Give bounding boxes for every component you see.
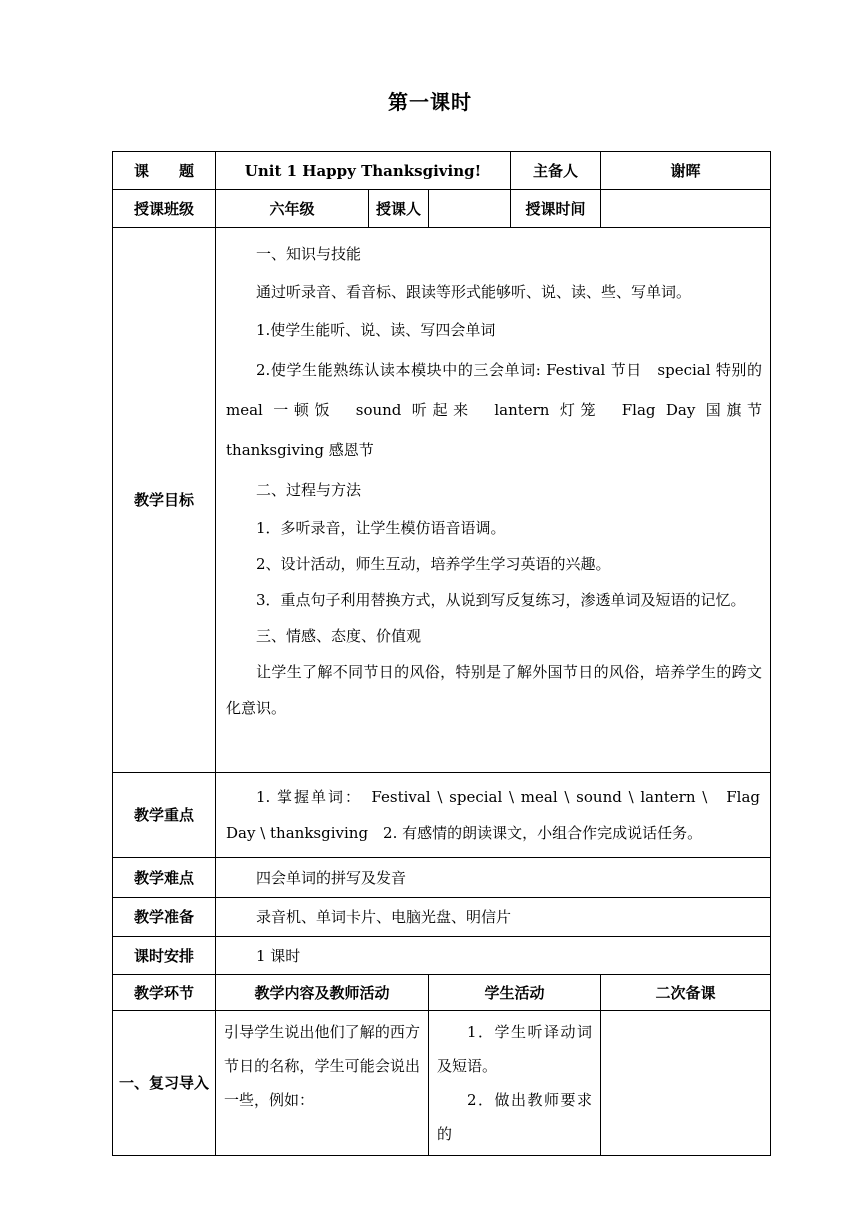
objective-line: 1．多听录音，让学生模仿语音语调。 xyxy=(256,519,506,537)
process-student-text: 2．做出教师要求的 xyxy=(437,1091,593,1143)
process-second-cell xyxy=(601,1011,771,1156)
process-header-second: 二次备课 xyxy=(601,975,771,1011)
objective-line: 2、设计活动，师生互动，培养学生学习英语的兴趣。 xyxy=(256,555,611,573)
difficulties-text: 四会单词的拼写及发音 xyxy=(256,868,407,887)
preparer-label: 主备人 xyxy=(511,152,601,190)
key-points-text: 1. 掌握单词： Festival \ special \ meal \ sound \ lantern \ Flag Day \ thanksgiving 2. 有感情的朗读课文，小组合作完成说话任务。 xyxy=(226,788,776,842)
key-points-label: 教学重点 xyxy=(113,773,216,858)
preparation-content xyxy=(216,898,771,937)
schedule-row xyxy=(113,937,771,975)
topic-row xyxy=(113,152,771,190)
schedule-content xyxy=(216,937,771,975)
objective-line: 让学生了解不同节日的风俗，特别是了解外国节日的风俗，培养学生的跨文化意识。 xyxy=(226,663,763,717)
page-title: 第一课时 xyxy=(388,90,472,114)
topic-label: 课 题 xyxy=(113,152,216,190)
preparation-label: 教学准备 xyxy=(113,898,216,937)
preparation-row xyxy=(113,898,771,937)
difficulties-row xyxy=(113,858,771,898)
class-row xyxy=(113,190,771,228)
time-label: 授课时间 xyxy=(511,190,601,228)
teacher-label: 授课人 xyxy=(369,190,429,228)
process-student-text: 1．学生听译动词及短语。 xyxy=(437,1023,593,1075)
time-value xyxy=(601,190,771,228)
class-label: 授课班级 xyxy=(113,190,216,228)
objective-line: 一、知识与技能 xyxy=(256,245,362,263)
process-row xyxy=(113,1011,771,1156)
objectives-content xyxy=(216,228,778,773)
class-value: 六年级 xyxy=(216,190,369,228)
schedule-text: 1 课时 xyxy=(256,946,301,965)
objectives-label: 教学目标 xyxy=(113,228,216,773)
lesson-plan-table xyxy=(112,151,778,1156)
objectives-row xyxy=(113,228,771,773)
objective-line: 2.使学生能熟练认读本模块中的三会单词: Festival 节日 special 特别的 meal 一顿饭 sound 听起来 lantern 灯笼 Flag Day 国旗节 thanksgiving 感恩节 xyxy=(226,361,778,459)
process-stage: 一、复习导入 xyxy=(113,1011,216,1156)
objective-line: 1.使学生能听、说、读、写四会单词 xyxy=(256,321,496,339)
process-header-row xyxy=(113,975,771,1011)
difficulties-label: 教学难点 xyxy=(113,858,216,898)
objective-line: 3．重点句子利用替换方式，从说到写反复练习，渗透单词及短语的记忆。 xyxy=(256,591,746,609)
topic-value: Unit 1 Happy Thanksgiving! xyxy=(216,152,511,190)
process-teacher-text: 引导学生说出他们了解的西方节日的名称，学生可能会说出一些，例如： xyxy=(224,1023,420,1109)
process-header-teacher: 教学内容及教师活动 xyxy=(216,975,429,1011)
process-header-stage: 教学环节 xyxy=(113,975,216,1011)
objective-line: 二、过程与方法 xyxy=(256,481,362,499)
key-points-content xyxy=(216,773,776,858)
process-header-student: 学生活动 xyxy=(429,975,601,1011)
teacher-value xyxy=(429,190,511,228)
preparer-value: 谢晖 xyxy=(601,152,771,190)
difficulties-content xyxy=(216,858,771,898)
schedule-label: 课时安排 xyxy=(113,937,216,975)
objective-line: 通过听录音、看音标、跟读等形式能够听、说、读、些、写单词。 xyxy=(256,283,692,301)
objective-line: 三、情感、态度、价值观 xyxy=(256,627,422,645)
key-points-row xyxy=(113,773,771,858)
preparation-text: 录音机、单词卡片、电脑光盘、明信片 xyxy=(256,908,512,926)
process-teacher-cell xyxy=(216,1011,429,1156)
process-student-cell xyxy=(429,1011,601,1156)
